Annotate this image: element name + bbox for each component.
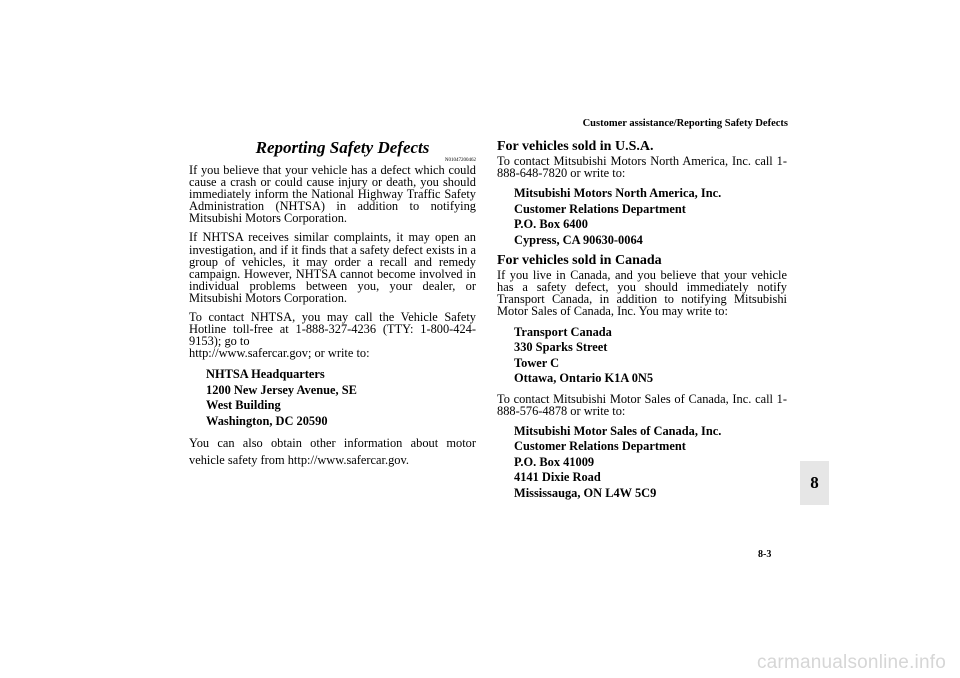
running-header: Customer assistance/Reporting Safety Defects	[582, 118, 788, 129]
address-line: Customer Relations Department	[514, 439, 686, 454]
canada-heading: For vehicles sold in Canada	[497, 253, 662, 269]
address-line: Mississauga, ON L4W 5C9	[514, 485, 657, 500]
address-line: Customer Relations Department	[514, 201, 686, 216]
paragraph-nhtsa-investigation: If NHTSA receives similar complaints, it may open an investigation, and if it finds that a safety defect exists in a group of vehicles, it may order a recall and remedy campaign. However, NHTSA cannot become involved in individual problems between you, your dealer, or Mitsubishi Motors Corporation.	[189, 230, 476, 305]
address-line: 330 Sparks Street	[514, 340, 608, 355]
section-tab: 8	[800, 461, 829, 505]
address-line: 4141 Dixie Road	[514, 470, 601, 485]
section-code: N01047200462	[444, 158, 476, 163]
paragraph-contact-nhtsa	[189, 311, 476, 359]
address-line: P.O. Box 6400	[514, 217, 588, 232]
nhtsa-address	[189, 367, 476, 429]
transport-canada-address	[497, 325, 787, 387]
left-column	[189, 138, 476, 476]
address-line: P.O. Box 41009	[514, 454, 595, 469]
watermark: carmanualsonline.info	[756, 652, 946, 673]
address-line: West Building	[206, 398, 281, 413]
address-line: 1200 New Jersey Avenue, SE	[206, 382, 357, 397]
address-line: Mitsubishi Motors North America, Inc.	[514, 186, 722, 201]
mmsc-address	[497, 424, 787, 502]
contact-nhtsa-text: To contact NHTSA, you may call the Vehicle Safety Hotline toll-free at 1-888-327-4236 (TTY: 1-800-424-9153); go to	[189, 310, 476, 349]
mmsc-contact-text: To contact Mitsubishi Motor Sales of Canada, Inc. call 1-888-576-4878 or write to:	[497, 391, 787, 418]
usa-address	[497, 186, 787, 248]
section-title: Reporting Safety Defects	[255, 138, 430, 157]
address-line: Ottawa, Ontario K1A 0N5	[514, 371, 654, 386]
page-number: 8-3	[758, 549, 772, 560]
usa-heading: For vehicles sold in U.S.A.	[497, 139, 654, 154]
usa-contact-text: To contact Mitsubishi Motors North America, Inc. call 1-888-648-7820 or write to:	[497, 154, 787, 181]
paragraph-inform-nhtsa: If you believe that your vehicle has a defect which could cause a crash or could cause injury or death, you should immediately inform the National Highway Traffic Safety Administration (NHTSA) in addition to notifying Mitsubishi Motors Corporation.	[189, 163, 476, 226]
address-line: Mitsubishi Motor Sales of Canada, Inc.	[514, 423, 722, 438]
address-line: Cypress, CA 90630-0064	[514, 232, 643, 247]
address-line: Transport Canada	[514, 324, 612, 339]
contact-nhtsa-link-text: http://www.safercar.gov; or write to:	[189, 346, 370, 361]
address-line: Washington, DC 20590	[206, 413, 328, 428]
right-column	[497, 138, 787, 505]
address-line: Tower C	[514, 355, 560, 370]
canada-contact-text: If you live in Canada, and you believe that your vehicle has a safety defect, you should immediately notify Transport Canada, in addition to notifying Mitsubishi Motor Sales of Canada, Inc. You may write to:	[497, 268, 787, 319]
address-line: NHTSA Headquarters	[206, 367, 325, 382]
paragraph-more-info: You can also obtain other information about motor vehicle safety from http://www.safercar.gov.	[189, 436, 476, 468]
